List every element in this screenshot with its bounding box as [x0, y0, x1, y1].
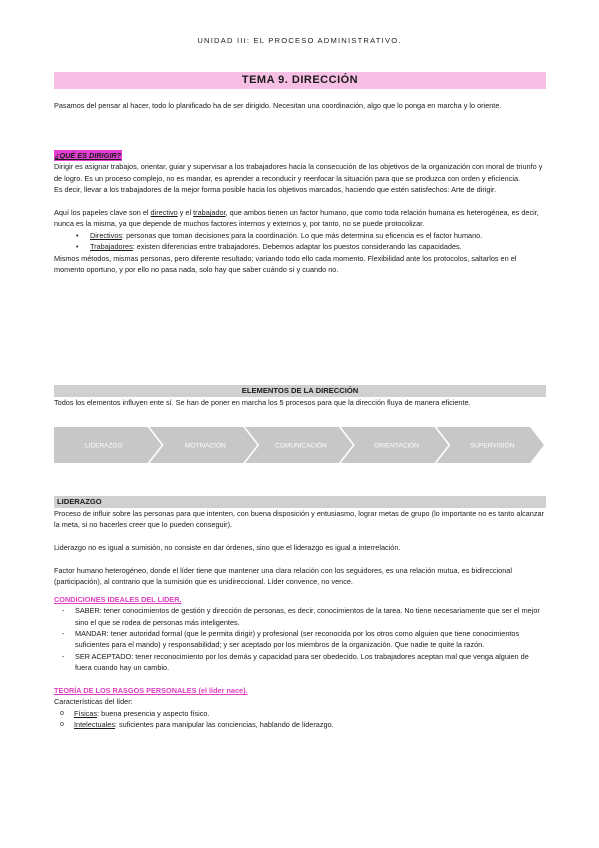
papeles-clave-paragraph: Aquí los papeles clave son el directivo y el trabajador, que ambos tienen un factor humano, que como toda relación humana es heterogénea, es decir, nunca es la misma, ya que depende de muchos factores internos y externos y, por tanto, no se puede protocolizar.: [54, 208, 539, 229]
list-item: • Directivos: personas que toman decisiones para la coordinación. Lo que más determina su eficencia es el factor humano.: [90, 230, 546, 241]
elementos-process-diagram: [54, 424, 546, 466]
process-step-label: LIDERAZGO: [85, 442, 123, 450]
list-item: - SER ACEPTADO: tener reconocimiento por los demás y capacidad para ser obedecido. Los trabajadores aceptan mal que venga alguien de fuera cuando hay un cambio.: [75, 651, 546, 674]
liderazgo-sumision: Liderazgo no es igual a sumisión, no consiste en dar órdenes, sino que el liderazgo es igual a interrelación.: [54, 543, 401, 553]
condiciones-list: [54, 605, 546, 673]
directivo-term: directivo: [150, 208, 178, 218]
caracteristicas-label: Características del líder:: [54, 697, 133, 707]
list-item: • Trabajadores: existen diferencias entre trabajadores. Debemos adaptar los puestos considerando las capacidades.: [90, 241, 546, 252]
process-step-label: COMUNICACIÓN: [275, 442, 327, 450]
rasgos-list: [54, 708, 546, 731]
process-step-label: SUPERVISIÓN: [470, 442, 515, 450]
liderazgo-definition: Proceso de influir sobre las personas para que intenten, con buena disposición y entusiasmo, lograr metas de grupo (lo importante no es tanto alcanzar la meta, si no hacerles creer que lo pueden conseguir).: [54, 509, 544, 530]
process-step-label: MOTIVACIÓN: [185, 442, 226, 450]
flexibilidad-paragraph: Mismos métodos, mismas personas, pero diferente resultado; variando todo ello cada momento. Flexibilidad ante los protocolos, saltarlos en el momento oportuno, y por ello no pasa nada, solo hay que saber cuándo sí y cuando no.: [54, 253, 517, 275]
condiciones-title: CONDICIONES IDEALES DEL LIDER.: [54, 594, 182, 604]
que-es-dirigir-section: [54, 150, 546, 275]
list-item: - SABER: tener conocimientos de gestión y dirección de personas, es decir, conocimientos de la tarea. No tiene necesariamente que ser el mejor sino el que se rodea de personas más inteligentes.: [75, 605, 546, 628]
process-step-label: ORIENTACIÓN: [374, 442, 419, 450]
topic-title: TEMA 9. DIRECCIÓN: [54, 72, 546, 89]
list-item: - MANDAR: tener autoridad formal (que le permita dirigir) y profesional (ser reconocida por los otros como alguien que tiene conocimientos suficientes para el mando) y responsabilidad; y ser aceptado por los miembros de la organización. Que nadie te quite la razón.: [75, 628, 546, 651]
liderazgo-heading: LIDERAZGO: [54, 496, 546, 508]
que-es-dirigir-heading: ¿QUÉ ES DIRIGIR?: [55, 151, 122, 160]
definition-paragraph: Dirigir es asignar trabajos, orientar, guiar y supervisar a los trabajadores hacia la consecución de los objetivos de la organización con moral de triunfo y de logro. Es un proceso complejo, no es mandar, es aprender a reconducir y reenfocar la situación para que se produzca con orden y eficiencia.: [54, 162, 543, 183]
roles-list: [54, 230, 546, 253]
list-item: o Intelectuales: suficientes para manipular las conciencias, hablando de liderazgo.: [74, 719, 546, 730]
liderazgo-section: [54, 508, 546, 731]
arte-de-dirigir-paragraph: Es decir, llevar a los trabajadores de la mejor forma posible hacia los objetivos marcados, haciendo que estén satisfechos: Arte de dirigir.: [54, 185, 497, 195]
elementos-heading: ELEMENTOS DE LA DIRECCIÓN: [54, 385, 546, 397]
teoria-rasgos-title: TEORÍA DE LOS RASGOS PERSONALES (el líder nace).: [54, 686, 248, 696]
intro-paragraph: [54, 100, 546, 111]
page-header: UNIDAD III: EL PROCESO ADMINISTRATIVO.: [197, 36, 402, 45]
trabajador-term: trabajador: [193, 208, 226, 218]
list-item: o Físicas: buena presencia y aspecto físico.: [74, 708, 546, 719]
liderazgo-factor-humano: Factor humano heterogéneo, donde el líder tiene que mantener una clara relación con los seguidores, es una relación mutua, es bidireccional (participación), al contrario que la sumisión que es unidireccional. Líder convence, no vence.: [54, 566, 512, 587]
intro-text: Pasamos del pensar al hacer, todo lo planificado ha de ser dirigido. Necesitan una coordinación, algo que lo ponga en marcha y lo oriente.: [54, 101, 502, 110]
elementos-text: Todos los elementos influyen ente sí. Se han de poner en marcha los 5 procesos para que la dirección fluya de manera eficiente.: [54, 398, 471, 407]
